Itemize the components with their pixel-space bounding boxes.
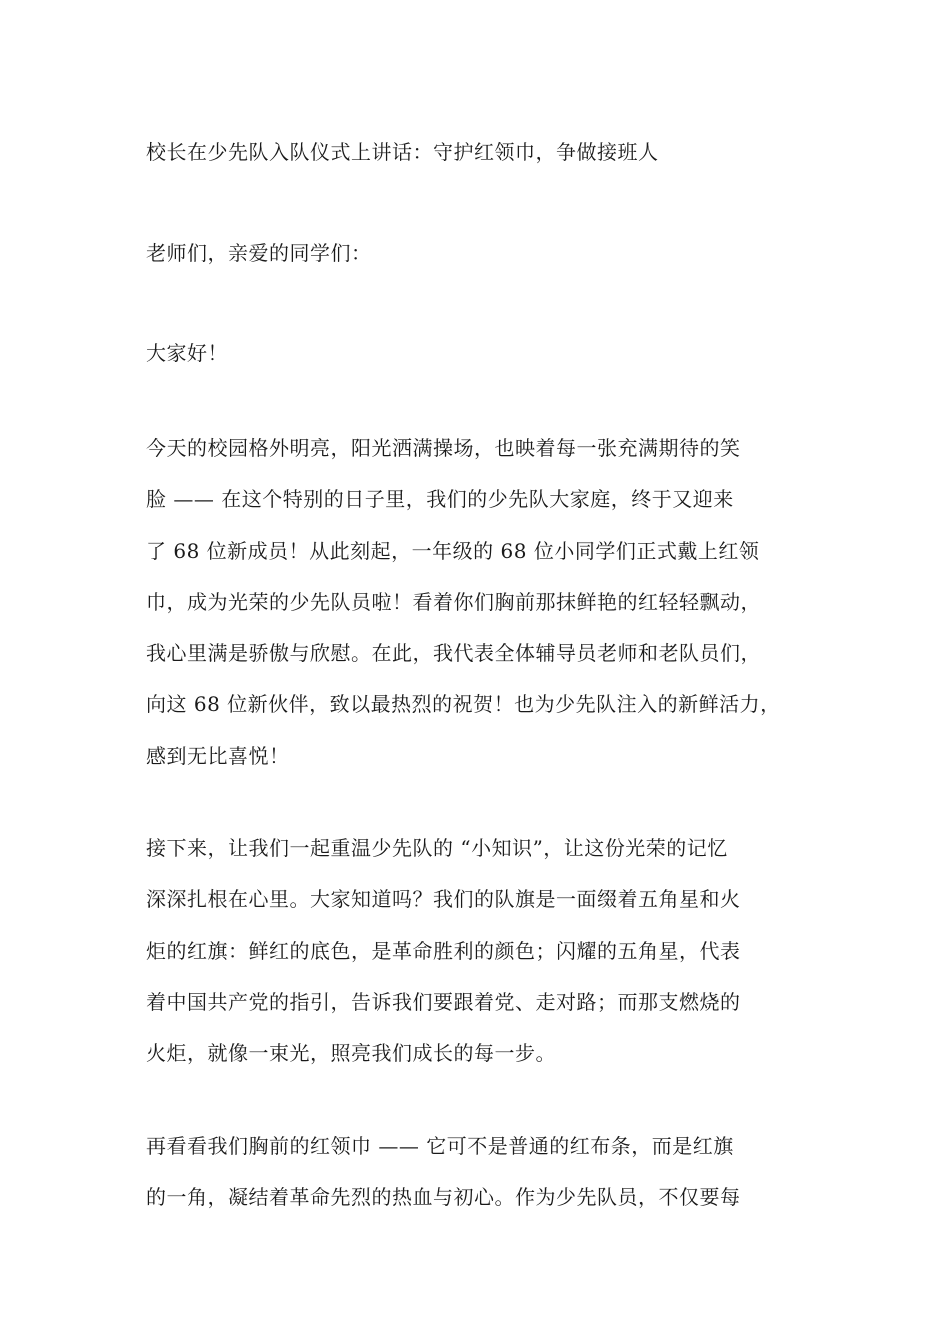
paragraph-line: 的一角，凝结着革命先烈的热血与初心。作为少先队员，不仅要每 xyxy=(146,1185,741,1210)
document-title: 校长在少先队入队仪式上讲话：守护红领巾，争做接班人 xyxy=(146,140,659,164)
paragraph-line: 着中国共产党的指引，告诉我们要跟着党、走对路；而那支燃烧的 xyxy=(146,989,741,1014)
paragraph-line: 感到无比喜悦！ xyxy=(146,743,290,768)
paragraph-line: 脸 —— 在这个特别的日子里，我们的少先队大家庭，终于又迎来 xyxy=(146,487,734,512)
paragraph-2 xyxy=(146,838,826,1094)
paragraph-line: 接下来，让我们一起重温少先队的 “小知识”，让这份光荣的记忆 xyxy=(146,836,728,860)
salutation: 老师们，亲爱的同学们： xyxy=(146,241,372,265)
paragraph-3 xyxy=(146,1136,826,1239)
paragraph-line: 炬的红旗：鲜红的底色，是革命胜利的颜色；闪耀的五角星，代表 xyxy=(146,938,741,963)
greeting: 大家好！ xyxy=(146,341,228,365)
paragraph-line: 火炬，就像一束光，照亮我们成长的每一步。 xyxy=(146,1041,556,1066)
paragraph-line: 向这 68 位新伙伴，致以最热烈的祝贺！也为少先队注入的新鲜活力， xyxy=(146,692,781,717)
paragraph-line: 我心里满是骄傲与欣慰。在此，我代表全体辅导员老师和老队员们， xyxy=(146,641,761,666)
paragraph-line: 巾，成为光荣的少先队员啦！看着你们胸前那抹鲜艳的红轻轻飘动， xyxy=(146,589,761,614)
paragraph-line: 再看看我们胸前的红领巾 —— 它可不是普通的红布条，而是红旗 xyxy=(146,1134,734,1158)
paragraph-1 xyxy=(146,438,826,797)
paragraph-line: 今天的校园格外明亮，阳光洒满操场，也映着每一张充满期待的笑 xyxy=(146,436,741,460)
paragraph-line: 了 68 位新成员！从此刻起，一年级的 68 位小同学们正式戴上红领 xyxy=(146,538,760,563)
paragraph-line: 深深扎根在心里。大家知道吗？我们的队旗是一面缀着五角星和火 xyxy=(146,887,741,912)
